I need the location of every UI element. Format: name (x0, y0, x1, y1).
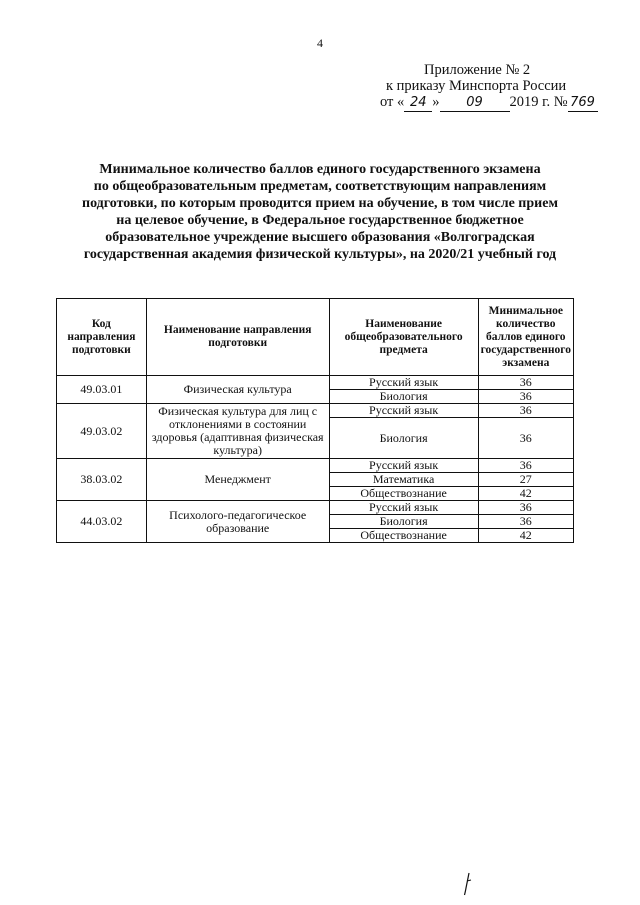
cell-code: 38.03.02 (57, 459, 147, 501)
cell-subject: Русский язык (329, 404, 478, 418)
title-line: образовательное учреждение высшего образования «Волгоградская (105, 230, 535, 245)
cell-subject: Обществознание (329, 529, 478, 543)
appendix-order-ref: к приказу Минспорта России (386, 78, 567, 94)
cell-direction: Физическая культура (146, 376, 329, 404)
title-line: государственная академия физической культуры», на 2020/21 учебный год (83, 247, 557, 262)
cell-subject: Обществознание (329, 487, 478, 501)
cell-score: 36 (478, 390, 573, 404)
cell-score: 36 (478, 459, 573, 473)
document-title (40, 161, 600, 263)
cell-score: 27 (478, 473, 573, 487)
cell-score: 42 (478, 529, 573, 543)
table-row (57, 459, 574, 473)
appendix-block (380, 62, 620, 112)
appendix-date-number (380, 94, 620, 112)
cell-subject: Русский язык (329, 376, 478, 390)
year-label: 2019 г. № (509, 94, 568, 110)
cell-code: 49.03.01 (57, 376, 147, 404)
cell-score: 36 (478, 418, 573, 459)
header-subject: Наименование общеобразовательного предмета (329, 299, 478, 376)
table-row (57, 404, 574, 418)
handwritten-day: 24 (404, 95, 432, 112)
cell-subject: Биология (329, 515, 478, 529)
table-header-row (57, 299, 574, 376)
table-row (57, 376, 574, 390)
cell-direction: Менеджмент (146, 459, 329, 501)
title-line: подготовки, по которым проводится прием на обучение, в том числе прием (82, 196, 558, 211)
cell-subject: Биология (329, 390, 478, 404)
table-row (57, 501, 574, 515)
cell-subject: Биология (329, 418, 478, 459)
cell-code: 49.03.02 (57, 404, 147, 459)
date-quote: » (432, 94, 440, 110)
cell-score: 36 (478, 501, 573, 515)
cell-subject: Русский язык (329, 459, 478, 473)
appendix-title: Приложение № 2 (424, 62, 531, 78)
title-line: на целевое обучение, в Федеральное государственное бюджетное (116, 213, 524, 228)
date-prefix: от « (380, 94, 405, 110)
title-line: по общеобразовательным предметам, соответствующим направлениям (93, 179, 547, 194)
header-score: Минимальное количество баллов единого государственного экзамена (478, 299, 573, 376)
cell-direction: Психолого-педагогическое образование (146, 501, 329, 543)
signature-mark-icon (462, 872, 474, 896)
cell-score: 42 (478, 487, 573, 501)
score-table (56, 298, 574, 543)
cell-score: 36 (478, 515, 573, 529)
page-number: 4 (317, 36, 323, 50)
handwritten-order-number: 769 (568, 95, 598, 112)
cell-direction: Физическая культура для лиц с отклонениями в состоянии здоровья (адаптивная физическая культура) (146, 404, 329, 459)
cell-subject: Русский язык (329, 501, 478, 515)
cell-score: 36 (478, 376, 573, 390)
title-line: Минимальное количество баллов единого государственного экзамена (99, 162, 541, 177)
cell-subject: Математика (329, 473, 478, 487)
cell-code: 44.03.02 (57, 501, 147, 543)
cell-score: 36 (478, 404, 573, 418)
handwritten-month: 09 (440, 95, 510, 112)
header-direction: Наименование направления подготовки (146, 299, 329, 376)
header-code: Код направления подготовки (57, 299, 147, 376)
